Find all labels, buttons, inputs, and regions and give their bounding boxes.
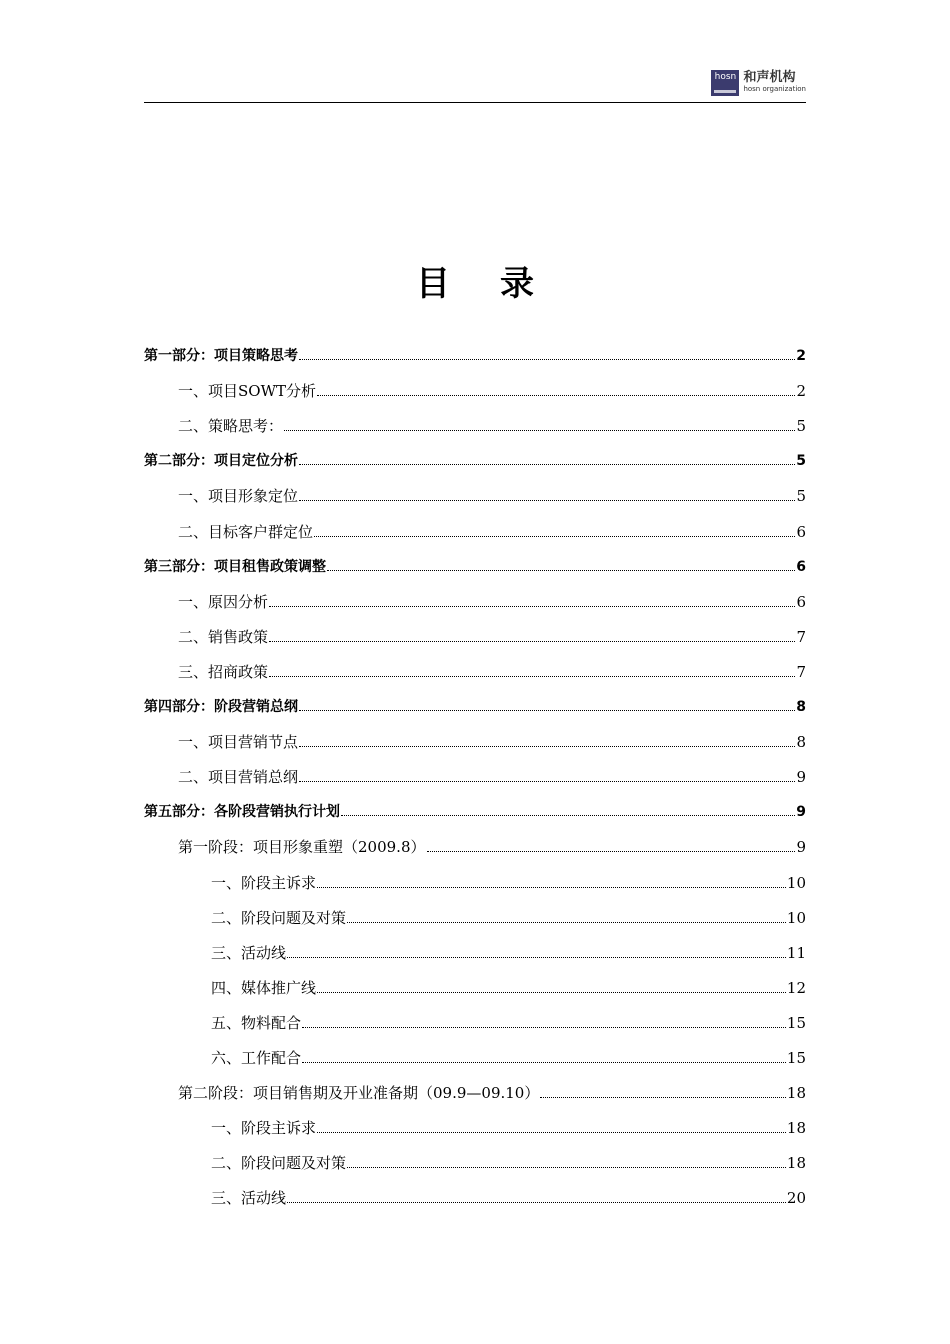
toc-entry-page: 15 bbox=[786, 1013, 806, 1032]
toc-dot-leader bbox=[299, 745, 795, 747]
toc-entry-label: 第四部分：阶段营销总纲 bbox=[144, 699, 298, 715]
toc-entry[interactable] bbox=[144, 557, 806, 577]
toc-entry[interactable] bbox=[211, 1013, 806, 1033]
toc-entry-label: 三、活动线 bbox=[211, 1189, 287, 1208]
toc-entry-page: 10 bbox=[786, 873, 806, 892]
toc-entry-page: 8 bbox=[796, 733, 806, 752]
toc-entry-label: 第三部分：项目租售政策调整 bbox=[144, 558, 326, 575]
toc-dot-leader bbox=[299, 780, 795, 782]
toc-dot-leader bbox=[287, 1201, 786, 1203]
toc-entry-page: 5 bbox=[796, 453, 806, 470]
toc-entry-page: 18 bbox=[786, 1119, 806, 1138]
toc-entry-page: 10 bbox=[786, 908, 806, 927]
toc-entry-page: 18 bbox=[786, 1084, 806, 1103]
toc-entry-page: 9 bbox=[796, 768, 806, 787]
toc-entry-label: 一、项目形象定位 bbox=[178, 487, 299, 506]
toc-entry-label: 二、销售政策 bbox=[178, 627, 269, 646]
toc-dot-leader bbox=[302, 1026, 786, 1028]
toc-entry-label: 第二阶段：项目销售期及开业准备期（09.9—09.10） bbox=[178, 1084, 540, 1103]
toc-dot-leader bbox=[302, 1061, 786, 1063]
logo-mark-icon bbox=[711, 70, 739, 96]
toc-dot-leader bbox=[284, 429, 795, 431]
toc-entry[interactable] bbox=[211, 943, 806, 963]
toc-entry-page: 11 bbox=[786, 943, 806, 962]
page-header bbox=[144, 66, 806, 103]
toc-dot-leader bbox=[317, 991, 786, 993]
toc-entry[interactable] bbox=[178, 1083, 806, 1103]
toc-dot-leader bbox=[269, 640, 795, 642]
toc-entry[interactable] bbox=[178, 592, 806, 612]
toc-entry-page: 12 bbox=[786, 978, 806, 997]
toc-entry[interactable] bbox=[178, 767, 806, 787]
toc-entry[interactable] bbox=[178, 732, 806, 752]
logo-mark-bar bbox=[714, 90, 736, 93]
logo-name-cn: 和声机构 bbox=[743, 70, 796, 85]
toc-entry[interactable] bbox=[144, 802, 806, 822]
toc-dot-leader bbox=[299, 499, 795, 501]
toc-entry-label: 一、原因分析 bbox=[178, 592, 269, 611]
toc-entry-label: 二、阶段问题及对策 bbox=[211, 1154, 347, 1173]
toc-entry-page: 5 bbox=[796, 417, 806, 436]
toc-entry[interactable] bbox=[211, 908, 806, 928]
toc-entry-page: 9 bbox=[796, 838, 806, 857]
toc-entry[interactable] bbox=[144, 346, 806, 366]
toc-entry-label: 一、阶段主诉求 bbox=[211, 1119, 317, 1138]
toc-entry-label: 一、项目营销节点 bbox=[178, 733, 299, 752]
toc-entry-label: 第二部分：项目定位分析 bbox=[144, 453, 298, 470]
toc-entry-page: 2 bbox=[796, 348, 806, 364]
toc-dot-leader bbox=[327, 569, 795, 571]
toc-entry-page: 20 bbox=[786, 1189, 806, 1208]
toc-entry-label: 三、活动线 bbox=[211, 943, 287, 962]
toc-entry[interactable] bbox=[178, 416, 806, 436]
toc-entry[interactable] bbox=[178, 627, 806, 647]
toc-dot-leader bbox=[317, 886, 786, 888]
toc-entry-label: 三、招商政策 bbox=[178, 662, 269, 681]
toc-entry[interactable] bbox=[211, 1153, 806, 1173]
toc-entry-label: 一、项目SOWT分析 bbox=[178, 382, 316, 401]
company-logo bbox=[711, 70, 806, 96]
toc-dot-leader bbox=[299, 358, 795, 360]
toc-entry-page: 18 bbox=[786, 1154, 806, 1173]
toc-entry-page: 5 bbox=[796, 487, 806, 506]
toc-entry-label: 第一阶段：项目形象重塑（2009.8） bbox=[178, 838, 426, 857]
toc-entry-page: 7 bbox=[796, 627, 806, 646]
toc-title: 目录 bbox=[416, 264, 584, 304]
toc-entry-label: 二、项目营销总纲 bbox=[178, 768, 299, 787]
toc-dot-leader bbox=[269, 675, 795, 677]
toc-entry[interactable] bbox=[211, 873, 806, 893]
toc-dot-leader bbox=[317, 394, 795, 396]
toc-dot-leader bbox=[287, 956, 786, 958]
toc-dot-leader bbox=[341, 814, 795, 816]
toc-entry[interactable] bbox=[211, 1048, 806, 1068]
toc-dot-leader bbox=[347, 921, 786, 923]
toc-dot-leader bbox=[317, 1131, 786, 1133]
toc-entry-label: 五、物料配合 bbox=[211, 1013, 302, 1032]
toc-entry-label: 第一部分：项目策略思考 bbox=[144, 348, 298, 364]
toc-dot-leader bbox=[347, 1166, 786, 1168]
toc-entry-label: 第五部分：各阶段营销执行计划 bbox=[144, 804, 340, 821]
toc-entry-label: 二、阶段问题及对策 bbox=[211, 908, 347, 927]
toc-entry[interactable] bbox=[211, 1188, 806, 1208]
toc-dot-leader bbox=[269, 605, 795, 607]
toc-entry[interactable] bbox=[178, 837, 806, 857]
logo-text bbox=[743, 70, 806, 94]
toc-entry-label: 二、策略思考： bbox=[178, 417, 284, 436]
toc-entry-label: 一、阶段主诉求 bbox=[211, 873, 317, 892]
toc-entry-page: 2 bbox=[796, 382, 806, 401]
toc-dot-leader bbox=[299, 709, 795, 711]
toc-entry[interactable] bbox=[178, 522, 806, 542]
toc-entry[interactable] bbox=[178, 662, 806, 682]
toc-dot-leader bbox=[427, 850, 796, 852]
toc-entry-page: 6 bbox=[796, 592, 806, 611]
toc-dot-leader bbox=[540, 1096, 786, 1098]
logo-name-en: hosn organization bbox=[743, 85, 806, 93]
toc-dot-leader bbox=[299, 463, 795, 465]
toc-entry-label: 四、媒体推广线 bbox=[211, 978, 317, 997]
toc-entry[interactable] bbox=[178, 381, 806, 401]
toc-entry-label: 二、目标客户群定位 bbox=[178, 522, 314, 541]
toc-entry-label: 六、工作配合 bbox=[211, 1049, 302, 1067]
toc-entry[interactable] bbox=[144, 451, 806, 471]
toc-entry-page: 6 bbox=[796, 558, 806, 575]
toc-dot-leader bbox=[314, 535, 795, 537]
toc-entry-page: 8 bbox=[796, 699, 806, 715]
toc-entry-page: 6 bbox=[796, 522, 806, 541]
toc-entry-page: 9 bbox=[796, 804, 806, 821]
logo-mark-text: hosn bbox=[714, 72, 737, 82]
toc-entry[interactable] bbox=[144, 697, 806, 717]
toc-entry[interactable] bbox=[211, 1118, 806, 1138]
toc-entry-page: 15 bbox=[786, 1049, 806, 1067]
toc-entry[interactable] bbox=[178, 486, 806, 506]
toc-entry[interactable] bbox=[211, 978, 806, 998]
toc-entry-page: 7 bbox=[796, 662, 806, 681]
